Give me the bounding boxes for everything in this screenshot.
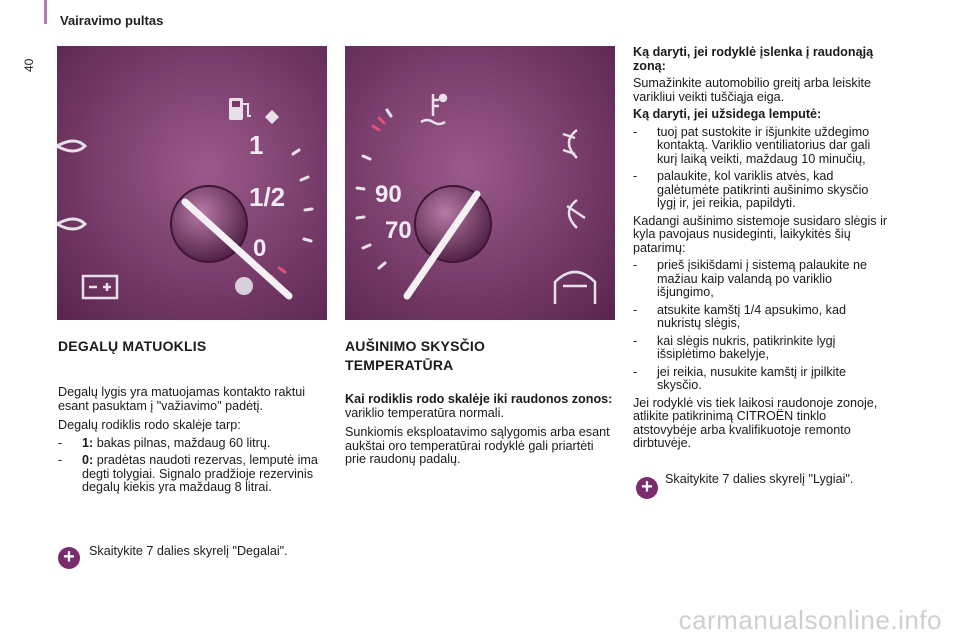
coolant-heading-line2: TEMPERATŪRA	[345, 357, 454, 373]
fuel-mark-empty: 0	[253, 235, 267, 262]
fuel-mark-half: 1/2	[249, 182, 286, 212]
list-item: - atsukite kamštį 1/4 apsukimo, kad nukristų slėgis,	[633, 302, 846, 330]
advice-section	[633, 46, 888, 451]
advice-answer-1: Sumažinkite automobilio greitį arba leiskite varikliui veikti tuščiąja eiga.	[633, 76, 871, 104]
list-item: - jei reikia, nusukite kamštį ir įpilkite skysčio.	[633, 364, 846, 392]
section-title: Vairavimo pultas	[60, 13, 164, 28]
fuel-gauge-intro: Degalų lygis yra matuojamas kontakto raktui esant pasuktam į "važiavimo" padėtį.	[58, 385, 306, 413]
fuel-gauge-section	[58, 338, 328, 495]
list-item: - palaukite, kol variklis atvės, kad galėtumėte patikrinti aušinimo skysčio lygį ir, jei reikia, papildyti.	[633, 169, 869, 210]
coolant-mark-70: 70	[385, 217, 412, 244]
plus-info-icon: +	[636, 477, 658, 499]
fuel-gauge-heading: DEGALŲ MATUOKLIS	[58, 338, 207, 354]
advice-pressure: Kadangi aušinimo sistemoje susidaro slėgis ir kyla pavojaus nusideginti, laikykitės šių patarimų:	[633, 213, 888, 255]
fuel-see-also: Skaitykite 7 dalies skyrelį "Degalai".	[89, 544, 288, 558]
advice-question-2: Ką daryti, jei užsidega lemputė:	[633, 107, 822, 121]
advice-question-1: Ką daryti, jei rodyklė įslenka į raudonąją zoną:	[633, 45, 874, 73]
coolant-gauge-illustration	[345, 46, 615, 320]
fuel-gauge-reading-intro: Degalų rodiklis rodo skalėje tarp:	[58, 418, 241, 432]
coolant-section	[345, 338, 615, 467]
page-accent-bar	[44, 0, 47, 24]
list-item: - 1: bakas pilnas, maždaug 60 litrų.	[58, 435, 271, 450]
list-item: - 0: pradėtas naudoti rezervas, lemputė ima degti tolygiai. Signalo pradžioje rezervinis degalų kiekis yra maždaug 8 litrai.	[58, 453, 318, 494]
fuel-gauge-illustration	[57, 46, 327, 320]
gauge-knob	[235, 277, 253, 295]
coolant-mark-90: 90	[375, 181, 402, 208]
list-item: - prieš įsikišdami į sistemą palaukite ne mažiau kaip valandą po variklio išjungimo,	[633, 258, 867, 299]
watermark: carmanualsonline.info	[678, 605, 942, 635]
page-number: 40	[22, 58, 36, 72]
coolant-heading-line1: AUŠINIMO SKYSČIO	[345, 338, 486, 354]
coolant-lead: Kai rodiklis rodo skalėje iki raudonos zonos: variklio temperatūra normali.	[345, 392, 613, 420]
list-item: - kai slėgis nukris, patikrinkite lygį išsiplėtimo bakelyje,	[633, 333, 836, 361]
coolant-paragraph: Sunkiomis eksploatavimo sąlygomis arba esant aukštai oro temperatūrai rodyklė gali priartėti prie raudonų padalų.	[345, 425, 610, 466]
advice-closing: Jei rodyklė vis tiek laikosi raudonoje zonoje, atlikite patikrinimą CITROËN tinklo atstovybėje arba kvalifikuotoje remonto dirbtuvėje.	[633, 395, 878, 450]
fuel-mark-full: 1	[249, 130, 264, 160]
list-item: - tuoj pat sustokite ir išjunkite uždegimo kontaktą. Variklio ventiliatorius dar gali kurį laiką veikti, maždaug 10 minučių,	[633, 124, 871, 166]
plus-info-icon: +	[58, 547, 80, 569]
advice-see-also: Skaitykite 7 dalies skyrelį "Lygiai".	[665, 472, 854, 486]
